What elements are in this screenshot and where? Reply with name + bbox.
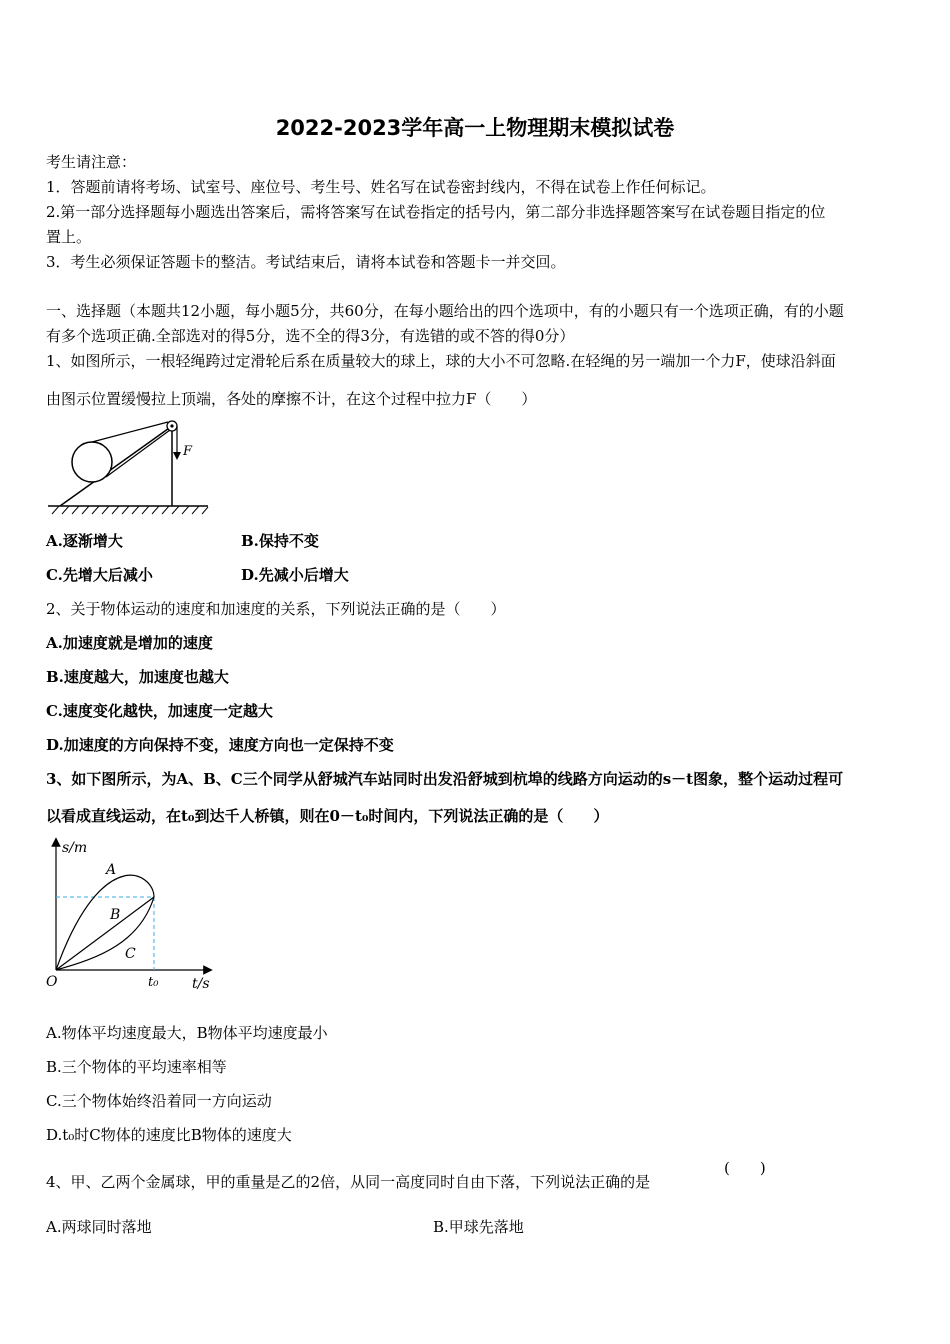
q2-option-a[interactable]: A.加速度就是增加的速度	[46, 634, 213, 652]
q3-option-a[interactable]: A.物体平均速度最大，B物体平均速度最小	[46, 1024, 328, 1042]
q3-stem: 3、如下图所示，为A、B、C三个同学从舒城汽车站同时出发沿舒城到杭埠的线路方向运动的s－t图象，整个运动过程可	[46, 770, 844, 788]
curve-a-label: A	[106, 862, 117, 878]
origin-label: O	[46, 974, 58, 990]
notice-item-3: 3．考生必须保证答题卡的整洁。考试结束后，请将本试卷和答题卡一并交回。	[46, 253, 566, 271]
q3-option-b[interactable]: B.三个物体的平均速率相等	[46, 1058, 227, 1076]
q2-option-c[interactable]: C.速度变化越快，加速度一定越大	[46, 702, 273, 720]
page-title: 2022-2023学年高一上物理期末模拟试卷	[275, 116, 675, 140]
q1-figure-incline-pulley	[44, 414, 214, 518]
q1-option-d[interactable]: D.先减小后增大	[241, 566, 349, 584]
force-label: F	[183, 444, 193, 459]
q3-st-graph	[40, 834, 220, 996]
q1-option-b[interactable]: B.保持不变	[241, 532, 319, 550]
notice-item-2-cont: 置上。	[46, 228, 92, 246]
y-axis-label: s/m	[62, 840, 88, 856]
section-instructions-cont: 有多个选项正确.全部选对的得5分，选不全的得3分，有选错的或不答的得0分）	[46, 327, 575, 345]
notice-heading: 考生请注意：	[46, 153, 137, 171]
q2-option-d[interactable]: D.加速度的方向保持不变，速度方向也一定保持不变	[46, 736, 394, 754]
q1-stem-cont: 由图示位置缓慢拉上顶端，各处的摩擦不计，在这个过程中拉力F（ ）	[46, 390, 537, 408]
section-instructions: 一、选择题（本题共12小题，每小题5分，共60分，在每小题给出的四个选项中，有的小题只有一个选项正确，有的小题	[46, 302, 844, 320]
q4-option-a[interactable]: A.两球同时落地	[46, 1218, 152, 1236]
curve-c-label: C	[125, 946, 136, 962]
q4-answer-paren: ( )	[724, 1159, 766, 1177]
q4-stem: 4、甲、乙两个金属球，甲的重量是乙的2倍，从同一高度同时自由下落，下列说法正确的是	[46, 1173, 651, 1191]
curve-b-label: B	[110, 907, 121, 923]
q4-option-b[interactable]: B.甲球先落地	[433, 1218, 524, 1236]
curve-a	[56, 875, 154, 970]
notice-item-1: 1．答题前请将考场、试室号、座位号、考生号、姓名写在试卷密封线内，不得在试卷上作任何标记。	[46, 178, 716, 196]
q3-stem-cont: 以看成直线运动，在t₀到达千人桥镇，则在0－t₀时间内，下列说法正确的是（ ）	[46, 807, 609, 825]
q1-option-c[interactable]: C.先增大后减小	[46, 566, 153, 584]
t0-tick-label: t₀	[148, 975, 159, 990]
q3-option-c[interactable]: C.三个物体始终沿着同一方向运动	[46, 1092, 272, 1110]
x-axis-label: t/s	[192, 976, 210, 992]
notice-item-2: 2.第一部分选择题每小题选出答案后，需将答案写在试卷指定的括号内，第二部分非选择题答案写在试卷题目指定的位	[46, 203, 826, 221]
q3-option-d[interactable]: D.t₀时C物体的速度比B物体的速度大	[46, 1126, 292, 1144]
q2-stem: 2、关于物体运动的速度和加速度的关系，下列说法正确的是（ ）	[46, 600, 506, 618]
q1-option-a[interactable]: A.逐渐增大	[46, 532, 123, 550]
q2-option-b[interactable]: B.速度越大，加速度也越大	[46, 668, 229, 686]
q1-stem: 1、如图所示，一根轻绳跨过定滑轮后系在质量较大的球上，球的大小不可忽略.在轻绳的另一端加一个力F，使球沿斜面	[46, 352, 836, 370]
